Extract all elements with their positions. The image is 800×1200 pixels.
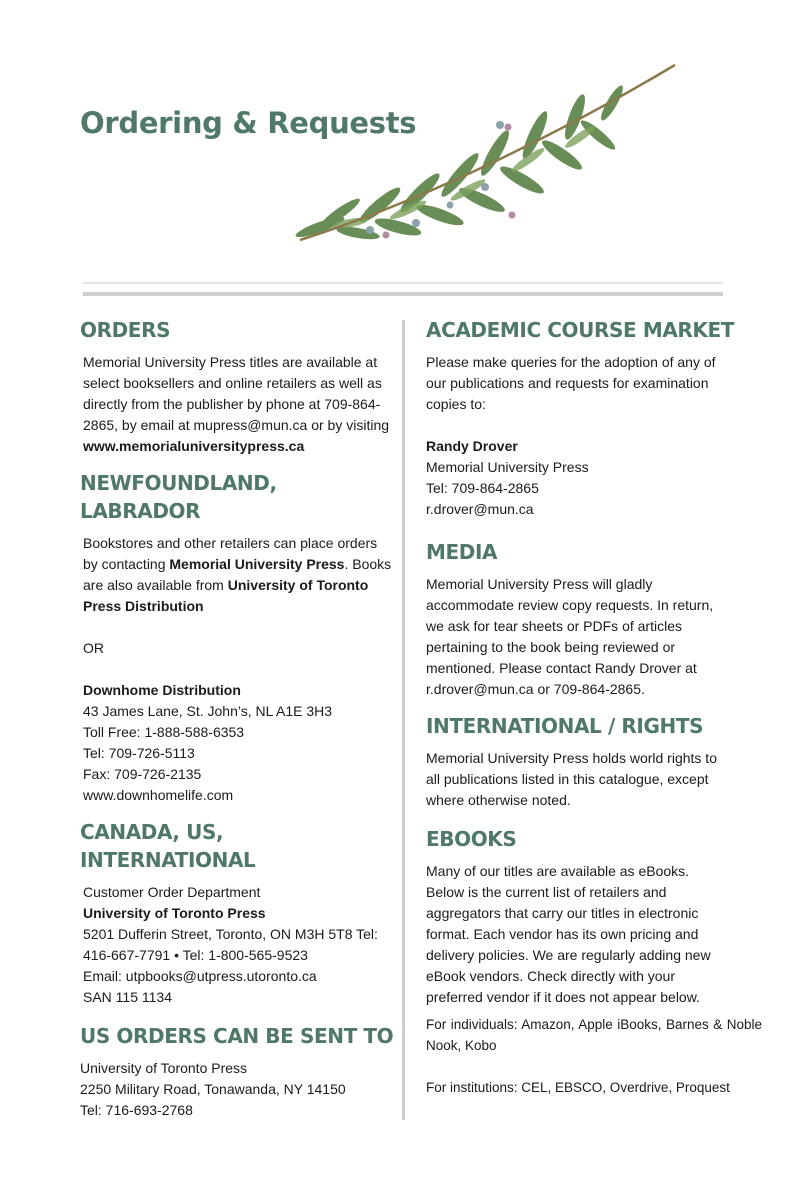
international-section (426, 712, 766, 811)
downhome-address: 43 James Lane, St. John’s, NL A1E 3H3 (83, 703, 333, 719)
media-text: Memorial University Press will gladly accommodate review copy requests. In return, we ask for tear sheets or PDFs of articles pertaining to the book being reviewed or mentioned. Please contact Randy Drover at r.drover@mun.ca or 709-864-2865. (426, 576, 714, 697)
page-title: Ordering & Requests (80, 106, 417, 140)
us-orders-line-2: 2250 Military Road, Tonawanda, NY 14150 (80, 1081, 346, 1097)
media-section (426, 538, 766, 700)
canada-section (80, 818, 395, 1008)
nl-or: OR (83, 640, 104, 656)
downhome-toll-free: Toll Free: 1-888-588-6353 (83, 724, 245, 740)
right-column (426, 316, 766, 1098)
nl-text-part-2: . Books are also available from (83, 556, 392, 593)
academic-contact-tel: Tel: 709-864-2865 (426, 480, 539, 496)
left-column (80, 316, 395, 1121)
orders-text (80, 352, 395, 457)
nl-memorial-university-press: Memorial University Press (169, 556, 345, 572)
ebooks-heading: EBOOKS (426, 827, 517, 851)
academic-contact-org: Memorial University Press (426, 459, 589, 475)
ebooks-text: Many of our titles are available as eBooks. Below is the current list of retailers and aggregators that carry our titles in electronic format. Each vendor has its own pricing and delivery policies. We are regularly adding new eBook vendors. Check directly with your preferred vendor if it does not appear below. (426, 863, 711, 1005)
academic-contact-email[interactable]: r.drover@mun.ca (426, 501, 534, 517)
ebooks-individuals: For individuals: Amazon, Apple iBooks, Barnes & Noble Nook, Kobo (426, 1017, 762, 1053)
orders-website-link[interactable]: www.memorialuniversitypress.ca (83, 438, 305, 454)
academic-heading: ACADEMIC COURSE MARKET (426, 318, 735, 342)
ebooks-institutions: For institutions: CEL, EBSCO, Overdrive, Proquest (426, 1080, 730, 1095)
downhome-fax: Fax: 709-726-2135 (83, 766, 202, 782)
downhome-name: Downhome Distribution (83, 682, 241, 698)
academic-section (426, 316, 766, 520)
juniper-branch-illustration (290, 55, 690, 270)
canada-address: 5201 Dufferin Street, Toronto, ON M3H 5T8 Tel: 416-667-7791 • Tel: 1-800-565-9523 (83, 926, 378, 963)
downhome-tel: Tel: 709-726-5113 (83, 745, 195, 761)
canada-email[interactable]: Email: utpbooks@utpress.utoronto.ca (83, 968, 317, 984)
academic-contact-name: Randy Drover (426, 438, 518, 454)
nl-utp-distribution: University of Toronto Press Distribution (83, 577, 369, 614)
international-heading: INTERNATIONAL / RIGHTS (426, 714, 704, 738)
canada-org: University of Toronto Press (83, 905, 266, 921)
canada-san: SAN 115 1134 (83, 989, 172, 1005)
newfoundland-text (80, 533, 395, 617)
nl-text-part-1: Bookstores and other retailers can place orders by contacting (83, 535, 378, 572)
us-orders-section (80, 1022, 395, 1121)
header-rule-thin (83, 282, 723, 284)
orders-heading: ORDERS (80, 318, 171, 342)
media-heading: MEDIA (426, 540, 498, 564)
newfoundland-heading: NEWFOUNDLAND, LABRADOR (80, 471, 277, 523)
orders-description: Memorial University Press titles are available at select booksellers and online retailers as well as directly from the publisher by phone at 709-864-2865, by email at mupress@mun.ca or by visiting (83, 354, 390, 433)
downhome-website-link[interactable]: www.downhomelife.com (83, 787, 234, 803)
canada-heading: CANADA, US, INTERNATIONAL (80, 820, 256, 872)
international-text: Memorial University Press holds world rights to all publications listed in this catalogue, except where otherwise noted. (426, 750, 717, 808)
newfoundland-section (80, 469, 395, 806)
ebooks-section (426, 825, 766, 1098)
header-rule-thick (83, 292, 723, 296)
academic-text: Please make queries for the adoption of any of our publications and requests for examination copies to: (426, 354, 716, 412)
column-divider (402, 320, 405, 1120)
us-orders-line-1: University of Toronto Press (80, 1060, 248, 1076)
orders-section (80, 316, 395, 457)
us-orders-heading: US ORDERS CAN BE SENT TO (80, 1024, 394, 1048)
canada-dept: Customer Order Department (83, 884, 261, 900)
us-orders-line-3: Tel: 716-693-2768 (80, 1102, 193, 1118)
